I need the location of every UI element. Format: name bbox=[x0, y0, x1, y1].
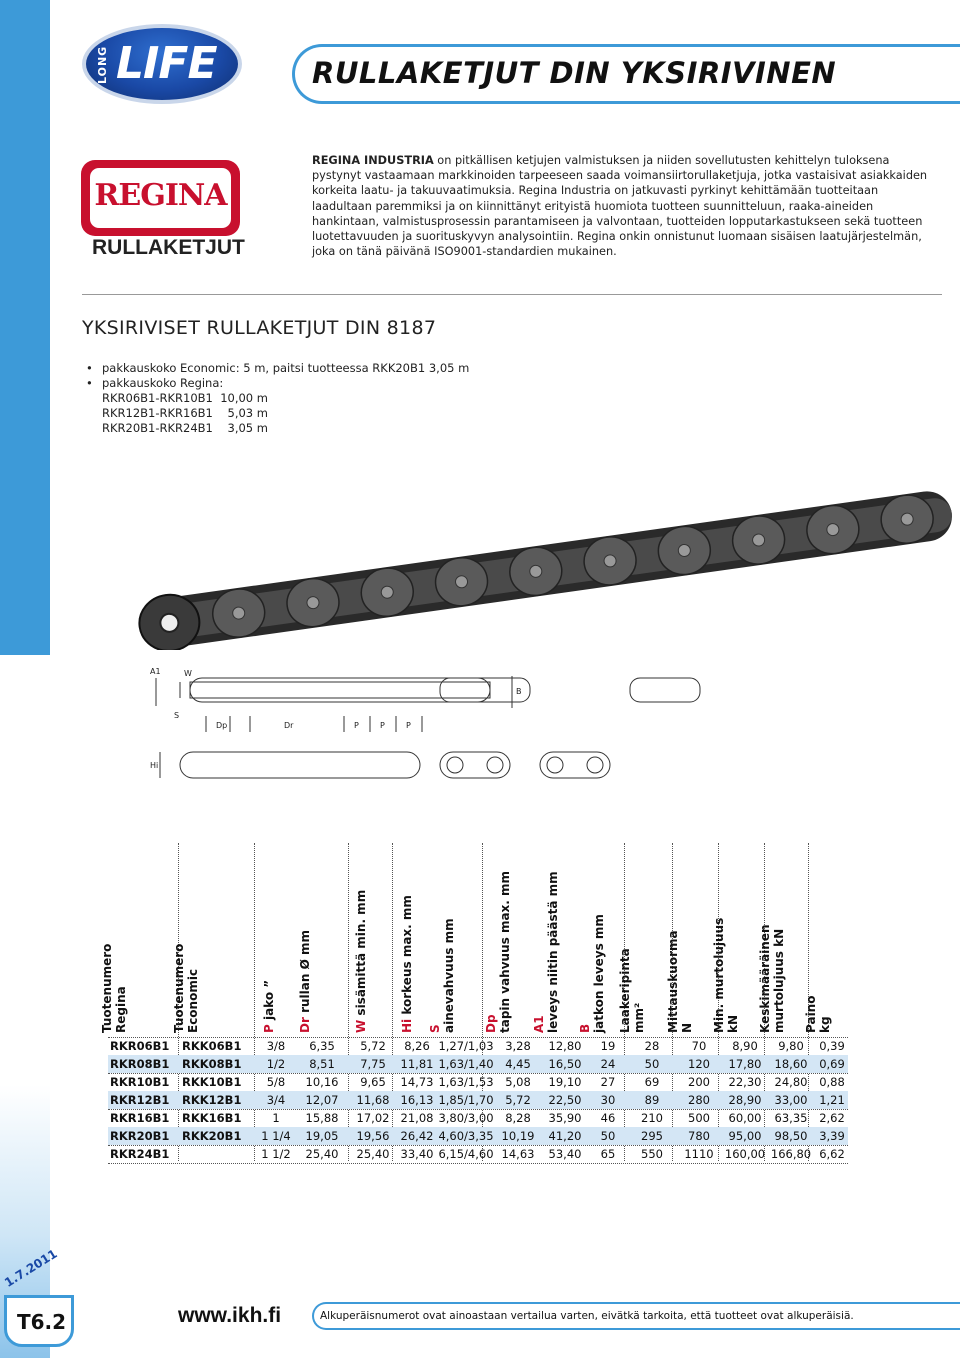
header-line1: Mittauskuorma bbox=[666, 930, 680, 1033]
intro-lead: REGINA INDUSTRIA bbox=[312, 154, 434, 167]
column-header bbox=[172, 843, 262, 1033]
table-cell: 18,60 bbox=[774, 1057, 808, 1071]
header-symbol: Hi bbox=[400, 1018, 414, 1033]
list-subitem bbox=[86, 406, 469, 421]
table-cell: 120 bbox=[688, 1057, 710, 1071]
table-cell: 8,51 bbox=[309, 1057, 335, 1071]
header-symbol: A1 bbox=[532, 1015, 546, 1033]
table-cell: 46 bbox=[600, 1111, 616, 1125]
header-line2: mm² bbox=[632, 1002, 646, 1033]
table-cell: 3/8 bbox=[266, 1039, 286, 1053]
section-divider bbox=[82, 294, 942, 295]
table-cell: 6,62 bbox=[819, 1147, 845, 1161]
table-cell: 1 bbox=[272, 1111, 280, 1125]
header-symbol: W bbox=[354, 1019, 368, 1033]
table-cell: 550 bbox=[641, 1147, 663, 1161]
list-item bbox=[86, 361, 469, 376]
header-line1: Laakeripinta bbox=[618, 948, 632, 1033]
table-cell: 4,60/3,35 bbox=[438, 1129, 494, 1143]
table-cell: RKK20B1 bbox=[182, 1129, 242, 1143]
table-cell: 60,00 bbox=[728, 1111, 762, 1125]
table-cell: 8,90 bbox=[732, 1039, 758, 1053]
table-cell: 280 bbox=[688, 1093, 710, 1107]
table-cell: 33,00 bbox=[774, 1093, 808, 1107]
header-line1: Keskimääräinen bbox=[758, 924, 772, 1033]
header-symbol: P bbox=[262, 1024, 276, 1033]
table-cell: 1,21 bbox=[819, 1093, 845, 1107]
table-cell: 70 bbox=[691, 1039, 707, 1053]
table-cell: 98,50 bbox=[774, 1129, 808, 1143]
list-item-text: pakkauskoko Regina: bbox=[102, 376, 224, 390]
subitem-value: 3,05 m bbox=[227, 421, 268, 435]
header-line1: Tuotenumero bbox=[172, 943, 186, 1033]
table-cell: 16,13 bbox=[400, 1093, 434, 1107]
table-cell: 1,63/1,40 bbox=[438, 1057, 494, 1071]
table-row bbox=[108, 1145, 848, 1163]
row-divider bbox=[108, 1163, 848, 1164]
table-cell: 21,08 bbox=[400, 1111, 434, 1125]
section-title: YKSIRIVISET RULLAKETJUT DIN 8187 bbox=[82, 317, 437, 339]
table-cell: 5,08 bbox=[505, 1075, 531, 1089]
table-cell: 780 bbox=[688, 1129, 710, 1143]
header-line1: Min. murtolujuus bbox=[712, 917, 726, 1033]
header-line2: N bbox=[680, 1022, 694, 1033]
table-cell: 8,28 bbox=[505, 1111, 531, 1125]
diagram-label-s: S bbox=[174, 711, 180, 720]
subitem-range: RKR20B1-RKR24B1 bbox=[102, 421, 213, 435]
header-line2: ainevahvuus mm bbox=[442, 918, 456, 1033]
table-cell: 9,65 bbox=[360, 1075, 386, 1089]
table-cell: 166,80 bbox=[770, 1147, 812, 1161]
table-cell: 1,27/1,03 bbox=[438, 1039, 494, 1053]
header-symbol: Dr bbox=[298, 1017, 312, 1033]
diagram-label-hi: Hi bbox=[150, 761, 159, 770]
table-cell: 19 bbox=[600, 1039, 616, 1053]
table-cell: 50 bbox=[600, 1129, 616, 1143]
table-cell: 17,02 bbox=[356, 1111, 390, 1125]
table-cell: RKK12B1 bbox=[182, 1093, 242, 1107]
diagram-label-w: W bbox=[184, 669, 192, 678]
header-symbol: B bbox=[578, 1023, 592, 1033]
diagram-label-a1: A1 bbox=[150, 667, 161, 676]
table-cell: 11,81 bbox=[400, 1057, 434, 1071]
table-cell: 19,05 bbox=[305, 1129, 339, 1143]
table-row bbox=[108, 1055, 848, 1073]
header-line2: kg bbox=[818, 1016, 832, 1033]
list-item bbox=[86, 376, 469, 391]
table-cell: 8,26 bbox=[404, 1039, 430, 1053]
left-accent-band bbox=[0, 0, 50, 655]
table-cell: 2,62 bbox=[819, 1111, 845, 1125]
table-cell: 12,80 bbox=[548, 1039, 582, 1053]
table-cell: 5/8 bbox=[266, 1075, 286, 1089]
table-cell: 28,90 bbox=[728, 1093, 762, 1107]
table-cell: 11,68 bbox=[356, 1093, 390, 1107]
table-cell: RKR06B1 bbox=[110, 1039, 170, 1053]
table-cell: 28 bbox=[644, 1039, 660, 1053]
table-cell: 12,07 bbox=[305, 1093, 339, 1107]
subitem-value: 5,03 m bbox=[227, 406, 268, 420]
table-cell: RKK06B1 bbox=[182, 1039, 242, 1053]
table-cell: 19,10 bbox=[548, 1075, 582, 1089]
table-cell: 16,50 bbox=[548, 1057, 582, 1071]
subitem-range: RKR12B1-RKR16B1 bbox=[102, 406, 213, 420]
table-cell: 24,80 bbox=[774, 1075, 808, 1089]
table-cell: 5,72 bbox=[505, 1093, 531, 1107]
subitem-range: RKR06B1-RKR10B1 bbox=[102, 391, 213, 405]
table-cell: RKR12B1 bbox=[110, 1093, 170, 1107]
diagram-label-dp: Dp bbox=[216, 721, 228, 730]
table-cell: 1,63/1,53 bbox=[438, 1075, 494, 1089]
table-cell: 210 bbox=[641, 1111, 663, 1125]
table-cell: 3/4 bbox=[266, 1093, 286, 1107]
header-line1: korkeus max. mm bbox=[400, 895, 414, 1019]
logo-life-text: LIFE bbox=[116, 38, 217, 89]
table-cell: 10,16 bbox=[305, 1075, 339, 1089]
table-cell: 63,35 bbox=[774, 1111, 808, 1125]
list-subitem bbox=[86, 421, 469, 436]
table-cell: 53,40 bbox=[548, 1147, 582, 1161]
date-stamp: 1.7.2011 bbox=[2, 1246, 60, 1290]
table-cell: 500 bbox=[688, 1111, 710, 1125]
page-title: RULLAKETJUT DIN YKSIRIVINEN bbox=[312, 56, 837, 90]
header-line2: leveys niitin päästä mm bbox=[546, 871, 560, 1033]
table-cell: 3,28 bbox=[505, 1039, 531, 1053]
table-cell: 160,00 bbox=[724, 1147, 766, 1161]
intro-text: on pitkällisen ketjujen valmistuksen ja niiden sovellutusten kehittelyn tuloksena pystynyt vastaamaan markkinoiden tarpeeseen saada voimansiirtorullaketjuja, jotka vastaisivat asiakkaiden korkeita laatu- ja takuuvaatimuksia. Regina Industria on jatkuvasti pyrkinyt kehittämään tuotteitaan laadultaan paremmiksi ja on kiinnittänyt erityistä huomiota tuotteen suunnitteluun, raaka-aineiden hankintaan, valmistusprosessin parantamiseen ja valvontaan, tuotteiden lopputarkastukseen sekä tuotteen luotettavuuden ja suorituskyvyn analysointiin. Regina onkin onnistunut luomaan sisäisen laatujärjestelmän, joka on tänä päivänä ISO9001-standardien mukainen. bbox=[312, 154, 928, 259]
table-cell: 41,20 bbox=[548, 1129, 582, 1143]
table-cell: 200 bbox=[688, 1075, 710, 1089]
column-header bbox=[298, 843, 354, 1033]
subitem-value: 10,00 m bbox=[220, 391, 268, 405]
header-line2: kN bbox=[726, 1014, 740, 1033]
header-line2: tapin vahvuus max. mm bbox=[498, 870, 512, 1033]
table-cell: 0,39 bbox=[819, 1039, 845, 1053]
bullet-icon: • bbox=[86, 361, 93, 375]
website-link[interactable]: www.ikh.fi bbox=[178, 1304, 282, 1327]
table-cell: RKK08B1 bbox=[182, 1057, 242, 1071]
row-divider bbox=[108, 1037, 848, 1038]
table-cell: 30 bbox=[600, 1093, 616, 1107]
table-cell: 6,15/4,60 bbox=[438, 1147, 494, 1161]
diagram-label-p3: P bbox=[406, 721, 411, 730]
bullet-icon: • bbox=[86, 376, 93, 390]
diagram-label-p1: P bbox=[354, 721, 359, 730]
table-cell: 17,80 bbox=[728, 1057, 762, 1071]
table-row bbox=[108, 1073, 848, 1091]
header-line1: Paino bbox=[804, 995, 818, 1033]
table-cell: 1,85/1,70 bbox=[438, 1093, 494, 1107]
roller-chain-photo bbox=[125, 475, 960, 650]
header-line1: jako ” bbox=[262, 979, 276, 1025]
table-cell: 295 bbox=[641, 1129, 663, 1143]
header-line2: murtolujuus kN bbox=[772, 928, 786, 1033]
diagram-label-dr: Dr bbox=[284, 721, 294, 730]
table-cell: 1/2 bbox=[266, 1057, 286, 1071]
table-cell: RKR08B1 bbox=[110, 1057, 170, 1071]
header-line2: Economic bbox=[186, 968, 200, 1033]
regina-caption: RULLAKETJUT bbox=[92, 236, 245, 259]
column-header bbox=[262, 843, 298, 1033]
table-row bbox=[108, 1109, 848, 1127]
logo-long-text: LONG bbox=[96, 45, 109, 84]
header-line1: rullan Ø mm bbox=[298, 930, 312, 1018]
table-cell: 14,73 bbox=[400, 1075, 434, 1089]
table-cell: RKR16B1 bbox=[110, 1111, 170, 1125]
logo-long-text-wrap bbox=[92, 40, 114, 86]
table-cell: 1 1/2 bbox=[261, 1147, 291, 1161]
table-cell: RKK10B1 bbox=[182, 1075, 242, 1089]
column-header bbox=[804, 843, 854, 1033]
header-line1: Tuotenumero bbox=[100, 943, 114, 1033]
table-cell: 25,40 bbox=[305, 1147, 339, 1161]
table-cell: 9,80 bbox=[778, 1039, 804, 1053]
table-cell: RKK16B1 bbox=[182, 1111, 242, 1125]
column-header bbox=[354, 843, 400, 1033]
table-cell: 24 bbox=[600, 1057, 616, 1071]
table-cell: 3,80/3,00 bbox=[438, 1111, 494, 1125]
table-cell: 5,72 bbox=[360, 1039, 386, 1053]
table-cell: RKR10B1 bbox=[110, 1075, 170, 1089]
table-row bbox=[108, 1037, 848, 1055]
list-subitem bbox=[86, 391, 469, 406]
table-cell: 50 bbox=[644, 1057, 660, 1071]
header-line1: sisämittä min. mm bbox=[354, 889, 368, 1020]
table-cell: 22,50 bbox=[548, 1093, 582, 1107]
table-cell: 89 bbox=[644, 1093, 660, 1107]
table-cell: 1 1/4 bbox=[261, 1129, 291, 1143]
table-cell: 0,69 bbox=[819, 1057, 845, 1071]
table-cell: 1110 bbox=[684, 1147, 714, 1161]
table-cell: 6,35 bbox=[309, 1039, 335, 1053]
table-cell: 15,88 bbox=[305, 1111, 339, 1125]
header-line2: Regina bbox=[114, 986, 128, 1033]
table-cell: 95,00 bbox=[728, 1129, 762, 1143]
table-row bbox=[108, 1091, 848, 1109]
table-cell: 26,42 bbox=[400, 1129, 434, 1143]
chain-dimension-diagram bbox=[150, 660, 710, 790]
table-cell: 3,39 bbox=[819, 1129, 845, 1143]
regina-logo-text: REGINA bbox=[94, 178, 227, 213]
table-row bbox=[108, 1127, 848, 1145]
table-cell: 10,19 bbox=[501, 1129, 535, 1143]
table-cell: 14,63 bbox=[501, 1147, 535, 1161]
diagram-label-p2: P bbox=[380, 721, 385, 730]
list-item-text: pakkauskoko Economic: 5 m, paitsi tuotteessa RKK20B1 3,05 m bbox=[102, 361, 470, 375]
table-cell: 69 bbox=[644, 1075, 660, 1089]
table-cell: 0,88 bbox=[819, 1075, 845, 1089]
table-cell: RKR24B1 bbox=[110, 1147, 170, 1161]
table-cell: RKR20B1 bbox=[110, 1129, 170, 1143]
header-line2: jatkon leveys mm bbox=[592, 914, 606, 1033]
diagram-label-b: B bbox=[516, 687, 522, 696]
footer-disclaimer: Alkuperäisnumerot ovat ainoastaan vertailua varten, eivätkä tarkoita, että tuotteet ovat alkuperäisiä. bbox=[320, 1310, 854, 1322]
table-cell: 19,56 bbox=[356, 1129, 390, 1143]
table-cell: 65 bbox=[600, 1147, 616, 1161]
table-cell: 7,75 bbox=[360, 1057, 386, 1071]
packaging-list bbox=[86, 361, 469, 436]
table-cell: 33,40 bbox=[400, 1147, 434, 1161]
header-symbol: Dp bbox=[484, 1014, 498, 1033]
header-symbol: S bbox=[428, 1024, 442, 1033]
page-code: T6.2 bbox=[17, 1310, 67, 1334]
table-cell: 25,40 bbox=[356, 1147, 390, 1161]
table-cell: 27 bbox=[600, 1075, 616, 1089]
page-code-badge bbox=[4, 1295, 74, 1347]
intro-paragraph bbox=[312, 153, 932, 259]
table-cell: 4,45 bbox=[505, 1057, 531, 1071]
table-cell: 35,90 bbox=[548, 1111, 582, 1125]
table-cell: 22,30 bbox=[728, 1075, 762, 1089]
